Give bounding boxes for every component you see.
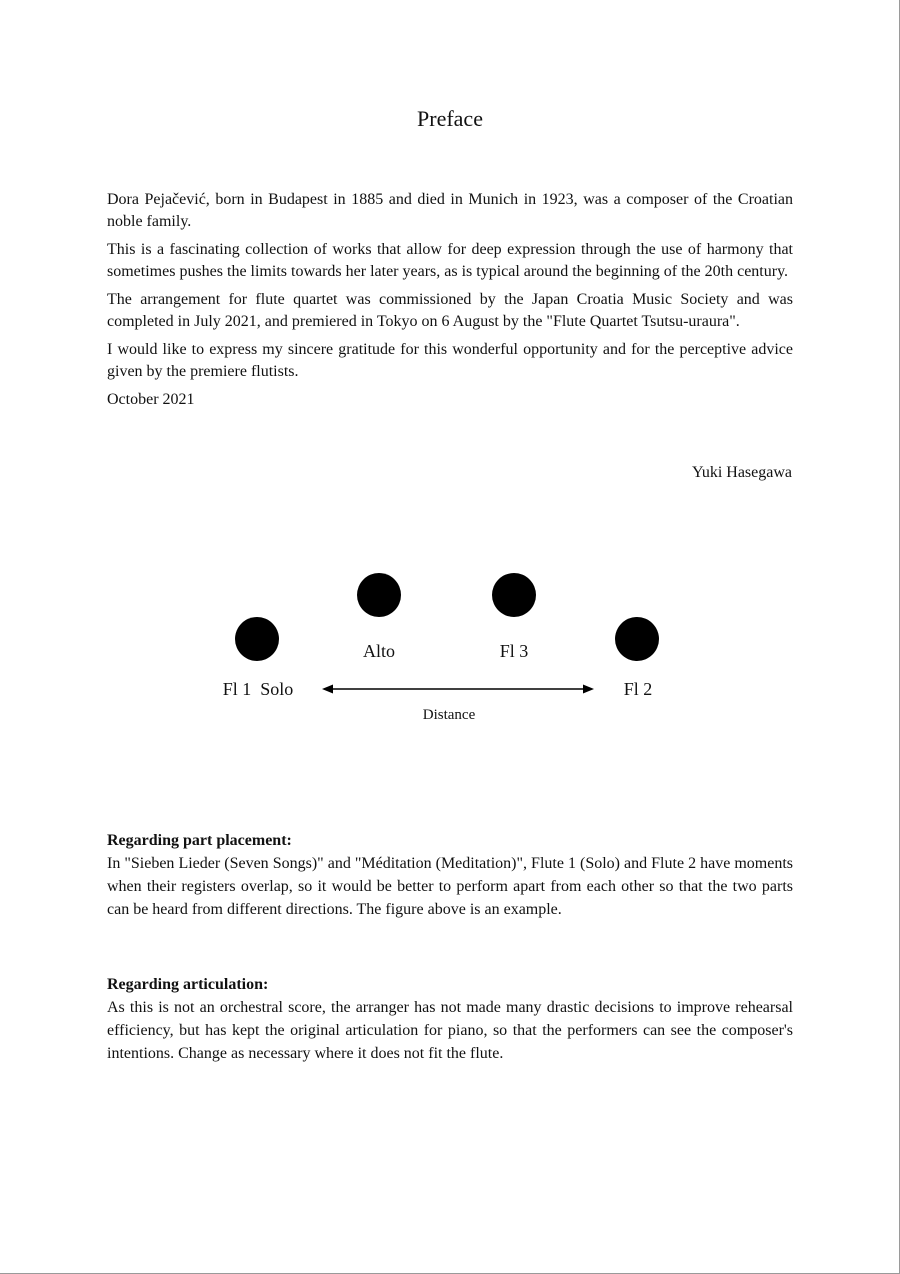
player-label-fl3: Fl 3 bbox=[499, 641, 529, 661]
preface-paragraph: Dora Pejačević, born in Budapest in 1885 and died in Munich in 1923, was a composer of the Croatian noble family. bbox=[107, 191, 793, 230]
player-label-alto: Alto bbox=[362, 641, 396, 661]
articulation-heading: Regarding articulation: bbox=[107, 976, 269, 993]
placement-text: In "Sieben Lieder (Seven Songs)" and "Méditation (Meditation)", Flute 1 (Solo) and Flute 2 have moments when their registers overlap, so it would be better to perform apart from each other so that the two parts can be heard from different directions. The figure above is an example. bbox=[107, 855, 793, 918]
articulation-notes bbox=[107, 973, 793, 1065]
distance-label: Distance bbox=[422, 707, 476, 723]
seating-diagram-svg bbox=[190, 560, 710, 740]
preface-date: October 2021 bbox=[107, 391, 195, 408]
articulation-text: As this is not an orchestral score, the arranger has not made many drastic decisions to improve rehearsal efficiency, but has kept the original articulation for piano, so that the performers can see the composer's intentions. Change as necessary where it does not fit the flute. bbox=[107, 999, 793, 1062]
author-signature: Yuki Hasegawa bbox=[692, 464, 792, 481]
page-title: Preface bbox=[417, 106, 483, 131]
player-dot-alto bbox=[357, 573, 401, 617]
seating-diagram bbox=[190, 560, 710, 740]
player-dot-fl1 bbox=[235, 617, 279, 661]
placement-notes bbox=[107, 829, 793, 921]
player-dot-fl3 bbox=[492, 573, 536, 617]
player-dot-fl2 bbox=[615, 617, 659, 661]
preface-paragraph: The arrangement for flute quartet was commissioned by the Japan Croatia Music Society and was completed in July 2021, and premiered in Tokyo on 6 August by the "Flute Quartet Tsutsu-uraura". bbox=[107, 291, 793, 330]
preface-paragraph: I would like to express my sincere gratitude for this wonderful opportunity and for the perceptive advice given by the premiere flutists. bbox=[107, 341, 793, 380]
player-label-fl2: Fl 2 bbox=[623, 679, 653, 699]
player-label-fl1-solo: Fl 1 Solo bbox=[222, 679, 294, 699]
preface-paragraph: This is a fascinating collection of works that allow for deep expression through the use of harmony that sometimes pushes the limits towards her later years, as is typical around the beginning of the 20th century. bbox=[107, 241, 793, 280]
arrowhead-right-icon bbox=[583, 685, 594, 694]
preface-body bbox=[107, 189, 793, 417]
arrowhead-left-icon bbox=[322, 685, 333, 694]
placement-heading: Regarding part placement: bbox=[107, 832, 292, 849]
